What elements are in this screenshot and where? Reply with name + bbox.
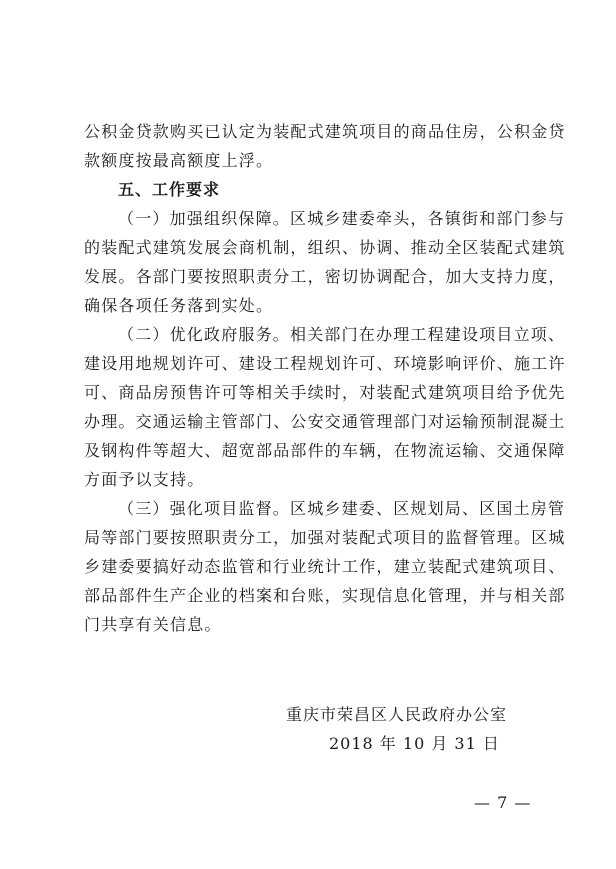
body-line: 的装配式建筑发展会商机制，组织、协调、推动全区装配式建筑 (84, 238, 566, 257)
body-line: 建设用地规划许可、建设工程规划许可、环境影响评价、施工许 (84, 354, 566, 373)
body-line: （二）优化政府服务。相关部门在办理工程建设项目立项、 (118, 325, 566, 344)
body-line: （一）加强组织保障。区城乡建委牵头，各镇街和部门参与 (118, 209, 566, 228)
page-number: — 7 — (474, 793, 532, 812)
issue-date: 2018 年 10 月 31 日 (329, 734, 500, 753)
section-heading: 五、工作要求 (118, 180, 221, 199)
body-line: 乡建委要搞好动态监管和行业统计工作，建立装配式建筑项目、 (84, 557, 566, 576)
body-line: 发展。各部门要按照职责分工，密切协调配合，加大支持力度， (84, 267, 566, 286)
body-line: 公积金贷款购买已认定为装配式建筑项目的商品住房，公积金贷 (84, 122, 566, 141)
body-line: （三）强化项目监督。区城乡建委、区规划局、区国土房管 (118, 499, 566, 518)
body-line: 方面予以支持。 (84, 470, 205, 489)
body-line: 办理。交通运输主管部门、公安交通管理部门对运输预制混凝土 (84, 412, 566, 431)
body-line: 确保各项任务落到实处。 (84, 296, 274, 315)
body-line: 门共享有关信息。 (84, 615, 222, 634)
body-line: 款额度按最高额度上浮。 (84, 151, 274, 170)
issuer-name: 重庆市荣昌区人民政府办公室 (286, 705, 508, 724)
body-line: 及钢构件等超大、超宽部品部件的车辆，在物流运输、交通保障 (84, 441, 566, 460)
body-line: 部品部件生产企业的档案和台账，实现信息化管理，并与相关部 (84, 586, 566, 605)
body-line: 可、商品房预售许可等相关手续时，对装配式建筑项目给予优先 (84, 383, 566, 402)
body-line: 局等部门要按照职责分工，加强对装配式项目的监督管理。区城 (84, 528, 566, 547)
